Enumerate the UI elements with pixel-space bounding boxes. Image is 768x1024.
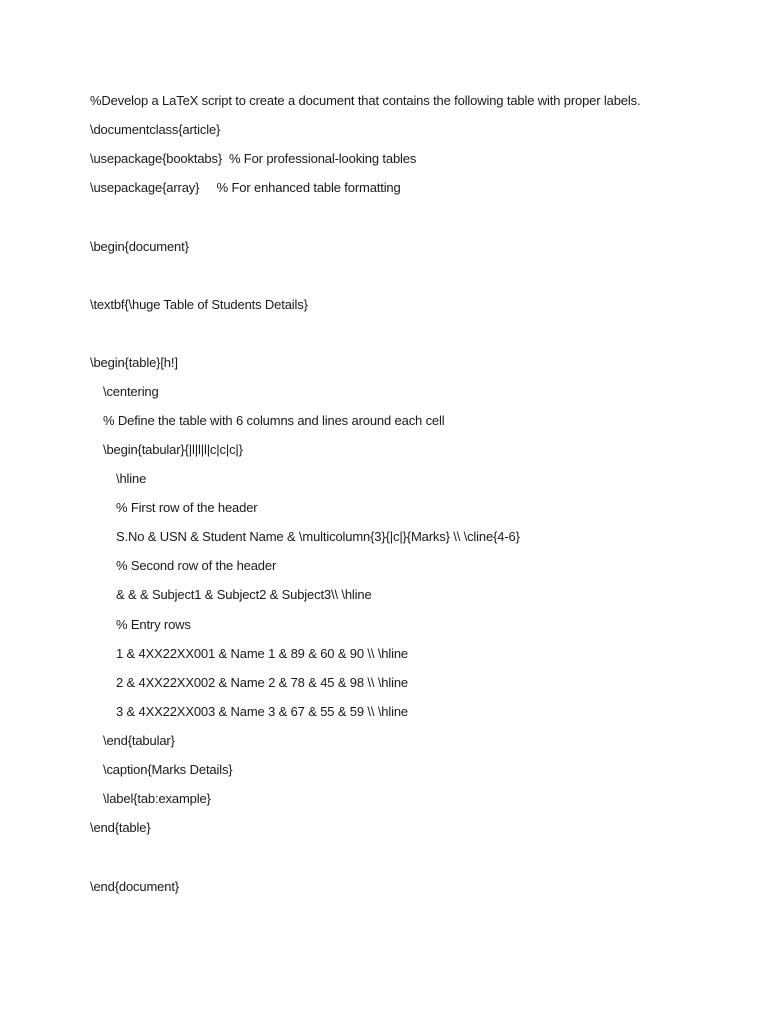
text-line: % Entry rows xyxy=(116,617,191,632)
text-line: % Define the table with 6 columns and lines around each cell xyxy=(103,413,445,428)
text-line: \label{tab:example} xyxy=(103,791,211,806)
text-line: 3 & 4XX22XX003 & Name 3 & 67 & 55 & 59 \\ \hline xyxy=(116,704,408,719)
text-line: & & & Subject1 & Subject2 & Subject3\\ \hline xyxy=(116,587,372,602)
text-line: \usepackage{booktabs} % For professional-looking tables xyxy=(90,151,417,166)
text-line: 1 & 4XX22XX001 & Name 1 & 89 & 60 & 90 \\ \hline xyxy=(116,646,408,661)
text-line: \end{tabular} xyxy=(103,733,175,748)
text-line: \centering xyxy=(103,384,159,399)
text-line: S.No & USN & Student Name & \multicolumn{3}{|c|}{Marks} \\ \cline{4-6} xyxy=(116,529,520,544)
text-line: % Second row of the header xyxy=(116,558,277,573)
text-line: \end{document} xyxy=(90,879,179,894)
text-line: \end{table} xyxy=(90,820,151,835)
text-line: \usepackage{array} % For enhanced table formatting xyxy=(90,180,401,195)
text-line: \begin{document} xyxy=(90,239,189,254)
text-line: \begin{tabular}{|l|l|l|c|c|c|} xyxy=(103,442,243,457)
text-line: %Develop a LaTeX script to create a document that contains the following table with proper labels. xyxy=(90,93,641,108)
text-line: \caption{Marks Details} xyxy=(103,762,233,777)
text-line: \textbf{\huge Table of Students Details} xyxy=(90,297,308,312)
text-line: \begin{table}[h!] xyxy=(90,355,178,370)
text-line: 2 & 4XX22XX002 & Name 2 & 78 & 45 & 98 \\ \hline xyxy=(116,675,408,690)
text-line: % First row of the header xyxy=(116,500,258,515)
text-line: \hline xyxy=(116,471,147,486)
text-line: \documentclass{article} xyxy=(90,122,221,137)
